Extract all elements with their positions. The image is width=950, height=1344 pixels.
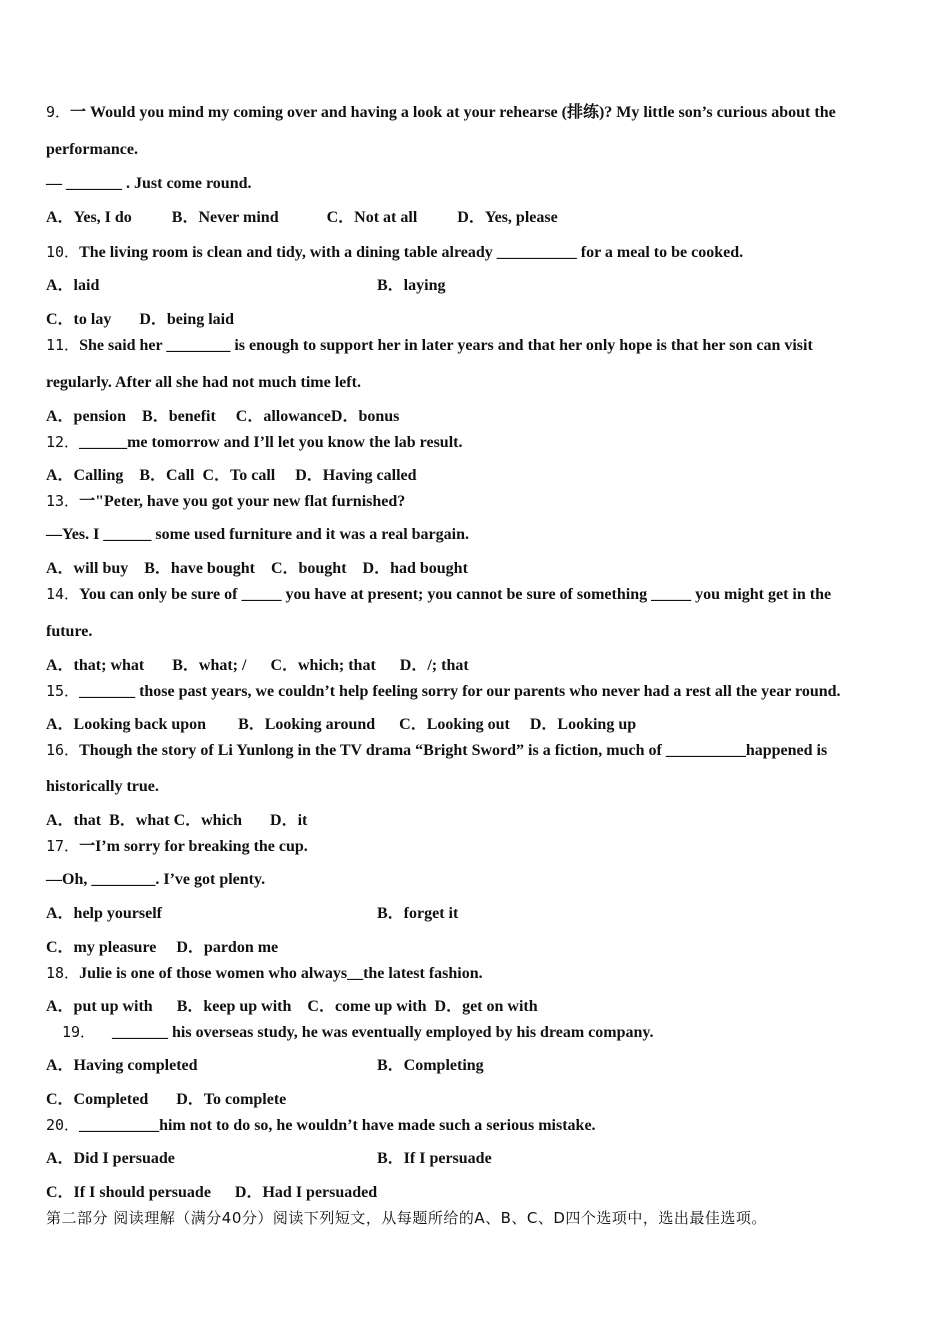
question-9-dialogue: — _______ . Just come round. [46, 175, 252, 192]
section-heading: 第二部分 阅读理解（满分40分）阅读下列短文，从每题所给的A、B、C、D四个选项中，选出最佳选项。 [46, 1209, 767, 1227]
question-number: 19． [62, 1023, 96, 1041]
question-number: 12． [46, 433, 80, 451]
question-number: 13． [46, 492, 80, 510]
question-number: 11． [46, 336, 80, 354]
question-11-stem-cont: regularly. After all she had not much time left. [46, 374, 361, 391]
question-9-options: A．Yes, I do B．Never mind C．Not at all D．Yes, please [46, 209, 558, 226]
question-number: 16． [46, 741, 80, 759]
question-10-option-a: A．laid [46, 277, 100, 294]
question-number: 20． [46, 1116, 80, 1134]
question-number: 18． [46, 964, 80, 982]
question-12-stem: 12．______me tomorrow and I’ll let you know the lab result. [46, 433, 463, 451]
question-17-option-a: A．help yourself [46, 905, 163, 922]
question-16-options: A．that B．what C．which D．it [46, 812, 308, 829]
question-13-stem: 13．一"Peter, have you got your new flat furnished? [46, 492, 406, 510]
question-19-stem: 19． _______ his overseas study, he was eventually employed by his dream company. [62, 1023, 654, 1041]
question-14-stem-cont: future. [46, 623, 93, 640]
question-19-option-b: B．Completing [377, 1057, 484, 1074]
question-17-options-cd: C．my pleasure D．pardon me [46, 939, 279, 956]
question-number: 17． [46, 837, 80, 855]
question-20-option-b: B．If I persuade [377, 1150, 492, 1167]
question-10-options-cd: C．to lay D．being laid [46, 311, 235, 328]
question-16-stem: 16．Though the story of Li Yunlong in the TV drama “Bright Sword” is a fiction, much of __________happened is [46, 741, 828, 759]
question-11-options: A．pension B．benefit C．allowanceD．bonus [46, 408, 400, 425]
question-number: 10． [46, 243, 80, 261]
question-19-options-cd: C．Completed D．To complete [46, 1091, 287, 1108]
question-9-stem-cont: performance. [46, 141, 138, 158]
question-19-option-a: A．Having completed [46, 1057, 198, 1074]
question-17-dialogue: —Oh, ________. I’ve got plenty. [46, 871, 266, 888]
question-13-options: A．will buy B．have bought C．bought D．had bought [46, 560, 468, 577]
question-17-option-b: B．forget it [377, 905, 459, 922]
question-20-options-cd: C．If I should persuade D．Had I persuaded [46, 1184, 378, 1201]
question-13-dialogue: —Yes. I ______ some used furniture and it was a real bargain. [46, 526, 469, 543]
question-15-options: A．Looking back upon B．Looking around C．Looking out D．Looking up [46, 716, 637, 733]
question-number: 15． [46, 682, 80, 700]
question-20-stem: 20．__________him not to do so, he wouldn’t have made such a serious mistake. [46, 1116, 596, 1134]
question-number: 9． [46, 103, 71, 121]
question-12-options: A．Calling B．Call C．To call D．Having called [46, 467, 417, 484]
question-18-stem: 18．Julie is one of those women who always__the latest fashion. [46, 964, 483, 982]
question-18-options: A．put up with B．keep up with C．come up with D．get on with [46, 998, 538, 1015]
question-9-stem: 9．一 Would you mind my coming over and having a look at your rehearse (排练)? My little son’s curious about the [46, 103, 836, 121]
question-number: 14． [46, 585, 80, 603]
question-14-stem: 14．You can only be sure of _____ you have at present; you cannot be sure of something _____ you might get in the [46, 585, 832, 603]
question-10-option-b: B．laying [377, 277, 446, 294]
question-10-stem: 10．The living room is clean and tidy, with a dining table already __________ for a meal to be cooked. [46, 243, 744, 261]
question-11-stem: 11．She said her ________ is enough to support her in later years and that her only hope is that her son can visit [46, 336, 813, 354]
question-20-option-a: A．Did I persuade [46, 1150, 175, 1167]
question-16-stem-cont: historically true. [46, 778, 159, 795]
question-17-stem: 17．一I’m sorry for breaking the cup. [46, 837, 308, 855]
question-14-options: A．that; what B．what; / C．which; that D．/; that [46, 657, 469, 674]
question-15-stem: 15．_______ those past years, we couldn’t help feeling sorry for our parents who never had a rest all the year round. [46, 682, 841, 700]
